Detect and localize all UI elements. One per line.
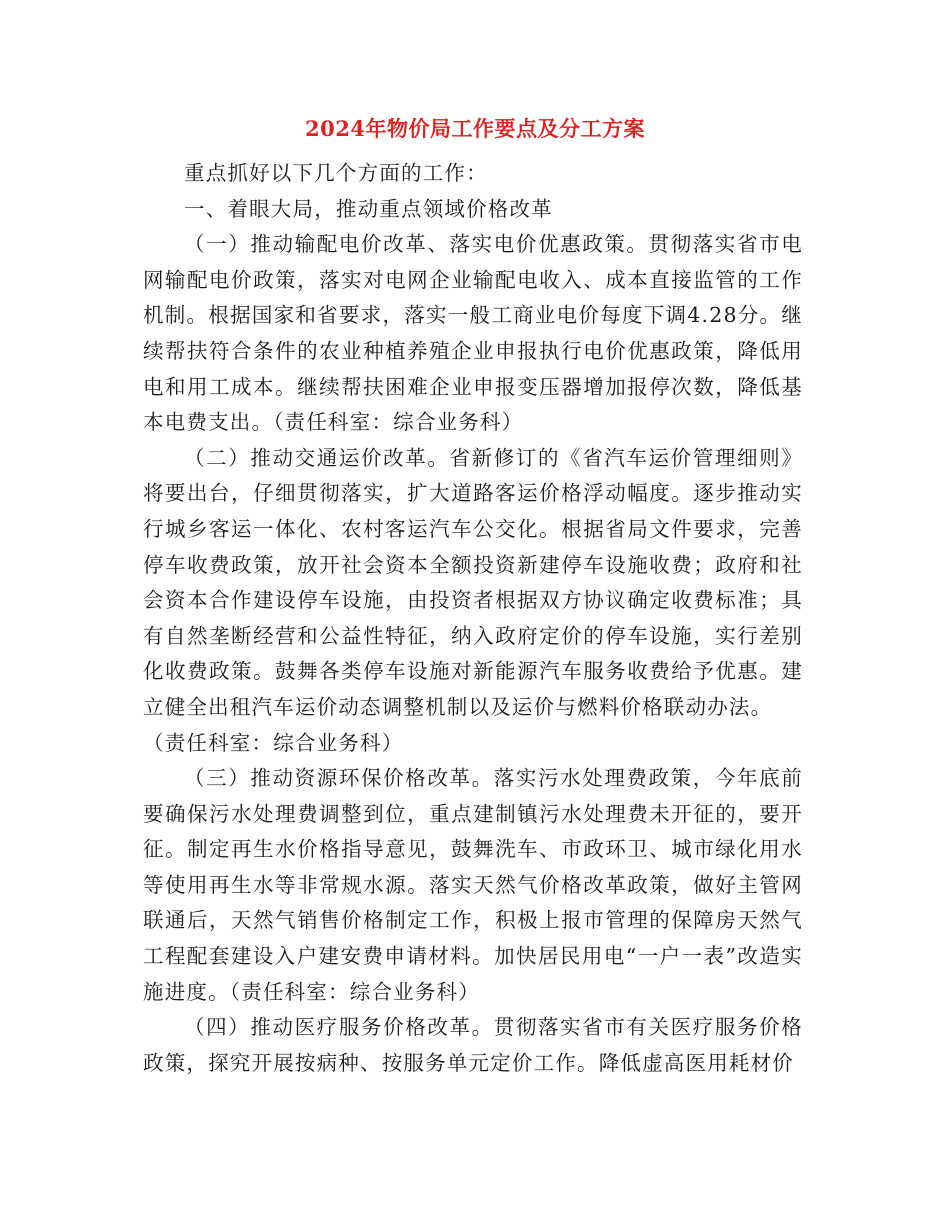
paragraph-2: （二）推动交通运价改革。省新修订的《省汽车运价管理细则》将要出台，仔细贯彻落实，扩大道路客运价格浮动幅度。逐步推动实行城乡客运一体化、农村客运汽车公交化。根据省局文件要求，完善停车收费政策，放开社会资本全额投资新建停车设施收费；政府和社会资本合作建设停车设施，由投资者根据双方协议确定收费标准；具有自然垄断经营和公益性特征，纳入政府定价的停车设施，实行差别化收费政策。鼓舞各类停车设施对新能源汽车服务收费给予优惠。建立健全出租汽车运价动态调整机制以及运价与燃料价格联动办法。 — [143, 445, 803, 719]
document-body — [143, 156, 803, 1081]
paragraph-2-responsibility: （责任科室：综合业务科） — [143, 730, 404, 755]
intro-paragraph: 重点抓好以下几个方面的工作： — [184, 161, 488, 185]
paragraph-1: （一）推动输配电价改革、落实电价优惠政策。贯彻落实省市电网输配电价政策，落实对电网企业输配电收入、成本直接监管的工作机制。根据国家和省要求，落实一般工商业电价每度下调4.28分。继续帮扶符合条件的农业种植养殖企业申报执行电价优惠政策，降低用电和用工成本。继续帮扶困难企业申报变压器增加报停次数，降低基本电费支出。（责任科室：综合业务科） — [143, 232, 803, 435]
document-title: 2024年物价局工作要点及分工方案 — [305, 116, 645, 141]
paragraph-3: （三）推动资源环保价格改革。落实污水处理费政策，今年底前要确保污水处理费调整到位，重点建制镇污水处理费未开征的，要开征。制定再生水价格指导意见，鼓舞洗车、市政环卫、城市绿化用水等使用再生水等非常规水源。落实天然气价格改革政策，做好主管网联通后，天然气销售价格制定工作，积极上报市管理的保障房天然气工程配套建设入户建安费申请材料。加快居民用电“一户一表”改造实施进度。（责任科室：综合业务科） — [143, 766, 803, 1004]
section-heading-1: 一、着眼大局，推动重点领域价格改革 — [184, 196, 553, 221]
paragraph-4: （四）推动医疗服务价格改革。贯彻落实省市有关医疗服务价格政策，探究开展按病种、按服务单元定价工作。降低虚高医用耗材价 — [143, 1015, 803, 1075]
